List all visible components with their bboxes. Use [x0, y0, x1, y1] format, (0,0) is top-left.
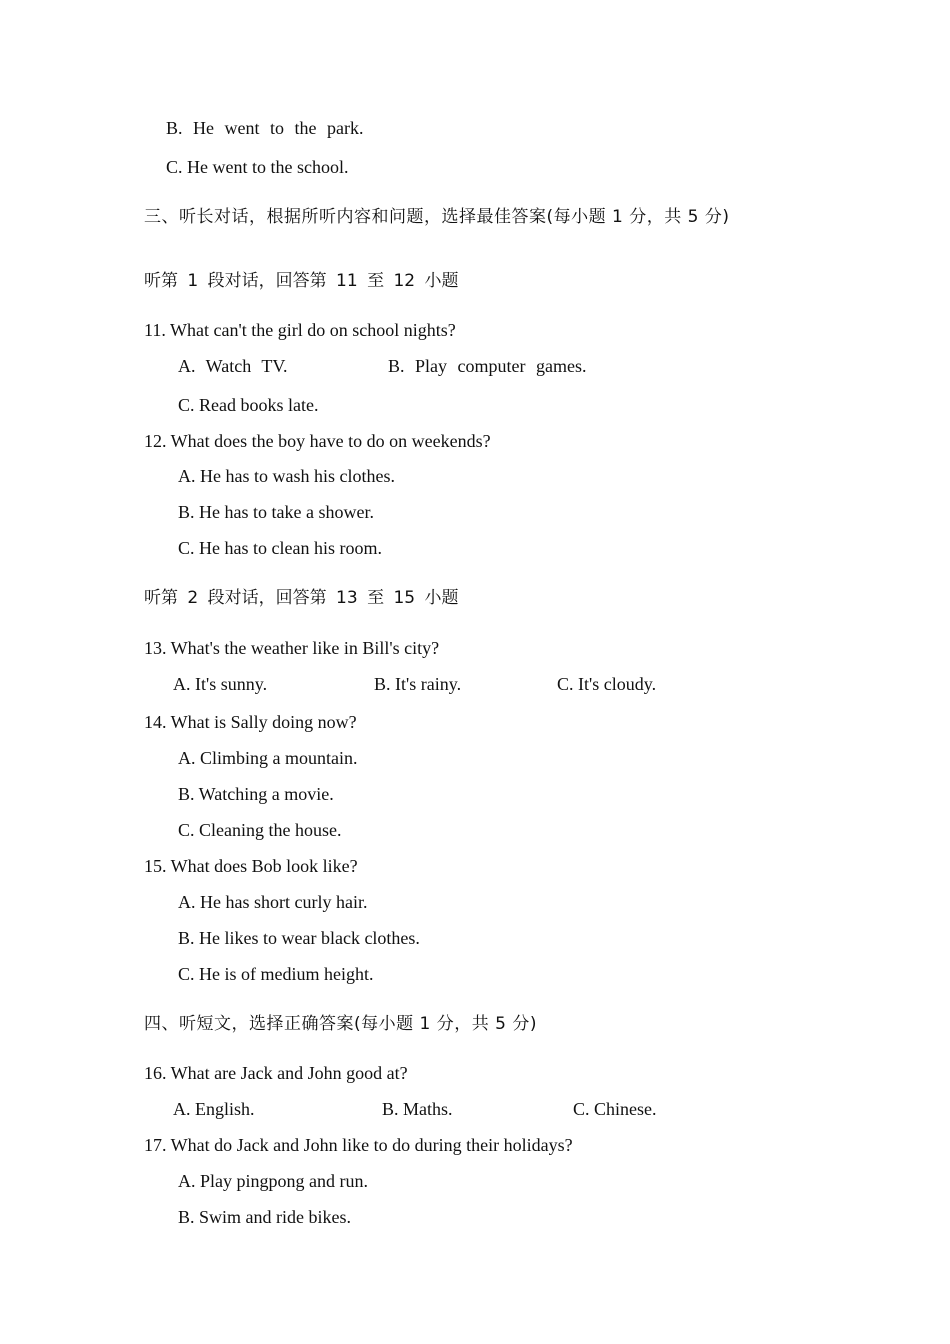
q11-option-b: B. Play computer games.	[388, 356, 587, 376]
q16-option-a: A. English.	[173, 1099, 255, 1119]
q13-option-b: B. It's rainy.	[374, 674, 462, 694]
q15-option-a: A. He has short curly hair.	[178, 892, 368, 912]
section-4-heading: 四、听短文，选择正确答案(每小题 1 分，共 5 分)	[144, 1014, 538, 1034]
q16-option-c: C. Chinese.	[573, 1099, 657, 1119]
q11-option-a: A. Watch TV.	[178, 356, 288, 376]
q12-option-a: A. He has to wash his clothes.	[178, 466, 395, 486]
q16-option-b: B. Maths.	[382, 1099, 453, 1119]
q12-option-b: B. He has to take a shower.	[178, 502, 374, 522]
question-12: 12. What does the boy have to do on weekends?	[144, 431, 491, 451]
question-11: 11. What can't the girl do on school nights?	[144, 320, 456, 340]
q17-option-a: A. Play pingpong and run.	[178, 1171, 368, 1191]
q14-option-b: B. Watching a movie.	[178, 784, 334, 804]
q15-option-b: B. He likes to wear black clothes.	[178, 928, 420, 948]
question-14: 14. What is Sally doing now?	[144, 712, 357, 732]
dialogue-1-instruction: 听第 1 段对话，回答第 11 至 12 小题	[144, 271, 459, 291]
q11-option-c: C. Read books late.	[178, 395, 319, 415]
question-13: 13. What's the weather like in Bill's city?	[144, 638, 440, 658]
q17-option-b: B. Swim and ride bikes.	[178, 1207, 351, 1227]
q15-option-c: C. He is of medium height.	[178, 964, 374, 984]
option-b-continued: B. He went to the park.	[166, 118, 364, 138]
question-17: 17. What do Jack and John like to do during their holidays?	[144, 1135, 573, 1155]
section-3-heading: 三、听长对话，根据所听内容和问题，选择最佳答案(每小题 1 分，共 5 分)	[144, 207, 730, 227]
question-15: 15. What does Bob look like?	[144, 856, 358, 876]
option-c-continued: C. He went to the school.	[166, 157, 349, 177]
q14-option-c: C. Cleaning the house.	[178, 820, 342, 840]
q14-option-a: A. Climbing a mountain.	[178, 748, 358, 768]
q12-option-c: C. He has to clean his room.	[178, 538, 382, 558]
dialogue-2-instruction: 听第 2 段对话，回答第 13 至 15 小题	[144, 588, 459, 608]
q13-option-a: A. It's sunny.	[173, 674, 268, 694]
question-16: 16. What are Jack and John good at?	[144, 1063, 408, 1083]
q13-option-c: C. It's cloudy.	[557, 674, 657, 694]
